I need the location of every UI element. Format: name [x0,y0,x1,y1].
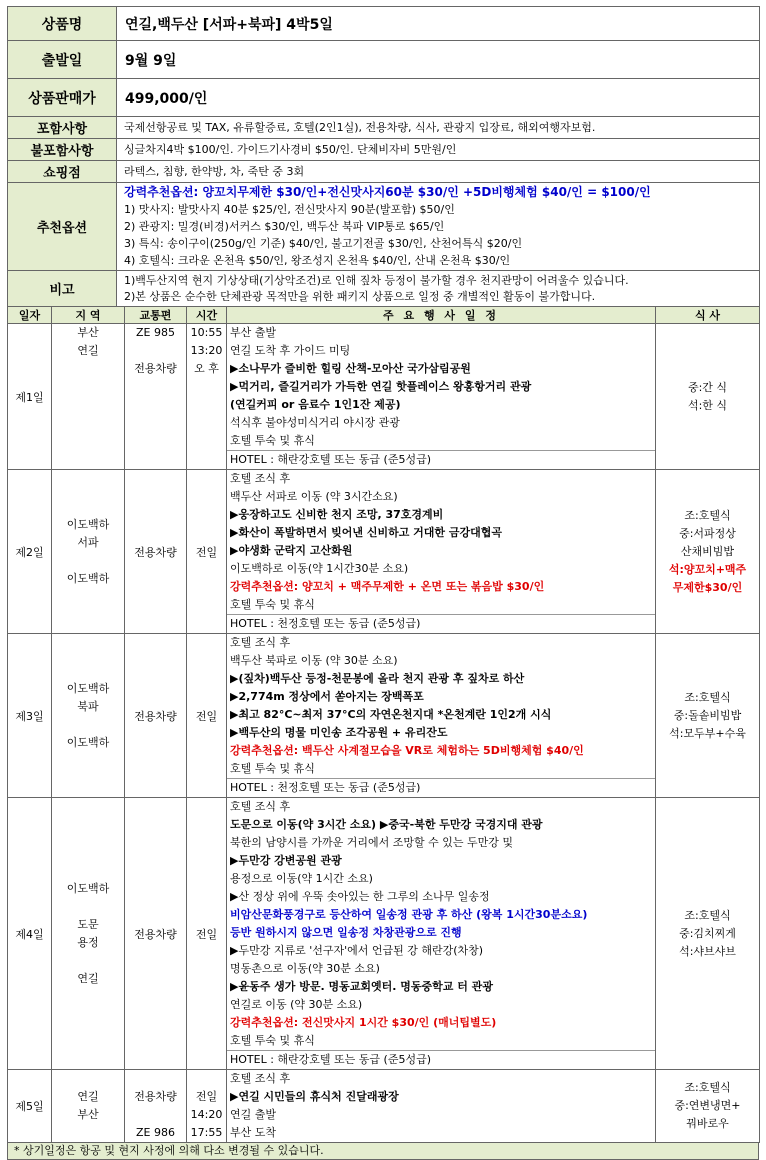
itinerary-line: 이도백하로 이동(약 1시간30분 소요) [230,562,409,575]
itinerary-line: 호텔 조식 후 [230,1072,291,1085]
itinerary-line: 부산 도착 [230,1126,277,1139]
meal-cell [656,798,760,1070]
time-cell [187,1070,227,1143]
excluded-value: 싱글차지4박 $100/인. 가이드기사경비 $50/인. 단체비자비 5만원/인 [117,139,760,161]
region-name: 용정 [77,935,99,949]
col-header-region: 지 역 [52,307,125,324]
transport-cell: 전용차량 [125,634,187,798]
itinerary-line: 백두산 서파로 이동 (약 3시간소요) [230,490,398,503]
schedule-row-day1 [8,324,760,470]
col-header-day: 일자 [8,307,52,324]
itinerary-line: 호텔 투숙 및 휴식 [230,762,315,775]
col-header-meal: 식 사 [656,307,760,324]
excluded-label: 불포함사항 [8,139,117,161]
meal-cell [656,634,760,798]
transport-cell [125,1070,187,1143]
itinerary-line: ▶야생화 군락지 고산화원 [230,544,353,557]
itinerary-line: ▶웅장하고도 신비한 천지 조망, 37호경계비 [230,508,444,521]
itinerary-line: ▶소나무가 즐비한 힐링 산책-모아산 국가삼림공원 [230,362,471,375]
itinerary-line: ▶2,774m 정상에서 쏟아지는 장백폭포 [230,690,424,703]
region-cell [52,1070,125,1143]
schedule-row-day4 [8,798,760,1070]
schedule-table [7,306,760,1143]
meal-item: 석:샤브샤브 [679,944,736,958]
region-name: 부산 [77,326,99,339]
itinerary-cell [227,324,656,470]
meal-item: 조:호텔식 [684,508,731,522]
region-cell [52,634,125,798]
region-name: 연길 [77,971,99,985]
time-cell [187,324,227,470]
region-name: 북파 [77,699,99,713]
hotel-line: HOTEL : 천정호텔 또는 동급 (준5성급) [227,778,655,797]
itinerary-line: 호텔 투숙 및 휴식 [230,1034,315,1047]
time-value: 14:20 [190,1108,223,1121]
option-line: 강력추천옵션: 백두산 사계절모습을 VR로 체험하는 5D비행체험 $40/인 [230,744,584,757]
meal-item: 석:양꼬치+맥주 [668,562,747,576]
col-header-itinerary: 주 요 행 사 일 정 [227,307,656,324]
meal-item: 중:서파정상 [679,526,736,540]
tour-itinerary-document [7,6,759,1160]
region-name [52,952,124,970]
time-value: 오 후 [194,362,219,375]
itinerary-line: 용정으로 이동(약 1시간 소요) [230,872,373,885]
region-name: 이도백하 [66,881,110,895]
options-label: 추천옵션 [8,183,117,271]
region-name: 부산 [77,1108,99,1121]
options-item: 4) 호텔식: 크라운 온천욕 $50/인, 왕조성지 온천욕 $40/인, 산내 온천욕 $30/인 [124,254,511,267]
itinerary-line: ▶두만강 지류로 '선구자'에서 언급된 강 해란강(차창) [230,944,484,957]
remarks-label: 비고 [8,271,117,307]
itinerary-line: 백두산 북파로 이동 (약 30분 소요) [230,654,398,667]
day-label: 제3일 [8,634,52,798]
meal-item: 조:호텔식 [684,690,731,704]
itinerary-line: 도문으로 이동(약 3시간 소요) ▶중국-북한 두만강 국경지대 관광 [230,818,543,831]
hotel-line: HOTEL : 해란강호텔 또는 동급 (준5성급) [227,450,655,469]
meal-cell [656,470,760,634]
schedule-row-day2 [8,470,760,634]
region-name: 이도백하 [66,681,110,695]
itinerary-line: ▶먹거리, 즐길거리가 가득한 연길 핫플레이스 왕홍항거리 관광 [230,380,532,393]
itinerary-line: 석식후 불야성미식거리 야시장 관광 [230,416,400,429]
meal-item: 꿔바로우 [686,1117,729,1130]
option-line: 강력추천옵션: 양꼬치 + 맥주무제한 + 온면 또는 볶음밥 $30/인 [230,580,545,593]
itinerary-cell [227,798,656,1070]
itinerary-line: (연길커피 or 음료수 1인1잔 제공) [230,398,401,411]
itinerary-line: 북한의 남양시를 가까운 거리에서 조망할 수 있는 두만강 및 [230,836,513,849]
day-label: 제2일 [8,470,52,634]
options-item: 3) 특식: 송이구이(250g/인 기준) $40/인, 불고기전골 $30/인, 산천어특식 $20/인 [124,237,523,250]
price-value: 499,000/인 [117,79,760,117]
itinerary-line: ▶산 정상 위에 우뚝 솟아있는 한 그루의 소나무 일송정 [230,890,490,903]
schedule-row-day5 [8,1070,760,1143]
product-info-table [7,6,760,307]
region-name: 도문 [77,917,99,931]
remark-item: 1)백두산지역 현지 기상상태(기상악조건)로 인해 짚차 등정이 불가할 경우 천지관망이 어려울수 있습니다. [124,273,629,287]
region-name: 이도백하 [66,735,110,749]
time-value: 17:55 [190,1126,223,1139]
region-name [52,552,124,570]
region-name: 서파 [77,535,99,549]
itinerary-line: 호텔 투숙 및 휴식 [230,598,315,611]
meal-item: 석:모두부+수육 [669,726,746,740]
itinerary-line: 연길로 이동 (약 30분 소요) [230,998,363,1011]
col-header-time: 시간 [187,307,227,324]
option-line: 강력추천옵션: 전신맛사지 1시간 $30/인 (매너팁별도) [230,1016,497,1029]
options-list [117,183,760,271]
region-cell [52,324,125,470]
day-label: 제1일 [8,324,52,470]
meal-cell [656,324,760,470]
meal-item: 산채비빔밥 [680,544,735,558]
departure-label: 출발일 [8,41,117,79]
itinerary-line: ▶백두산의 명물 미인송 조각공원 + 유리잔도 [230,726,448,739]
remarks-list [117,271,760,307]
flight-number: ZE 985 [136,326,175,339]
itinerary-line: 호텔 조식 후 [230,472,291,485]
itinerary-line: ▶연길 시민들의 휴식처 진달래광장 [230,1090,399,1103]
included-label: 포함사항 [8,117,117,139]
schedule-footnote: * 상기일정은 항공 및 현지 사정에 의해 다소 변경될 수 있습니다. [7,1142,759,1160]
region-name: 연길 [77,344,99,357]
departure-date: 9월 9일 [117,41,760,79]
col-header-transport: 교통편 [125,307,187,324]
transport-cell [125,324,187,470]
transport-item: 전용차량 [134,362,177,375]
itinerary-cell [227,1070,656,1143]
itinerary-line: ▶(짚차)백두산 등정-천문봉에 올라 천지 관광 후 짚차로 하산 [230,672,525,685]
itinerary-line: 연길 도착 후 가이드 미팅 [230,344,351,357]
region-cell [52,470,125,634]
itinerary-line: 연길 출발 [230,1108,277,1121]
options-item: 2) 관광지: 밀경(비경)서커스 $30/인, 백두산 북파 VIP통로 $65/인 [124,220,445,233]
region-cell [52,798,125,1070]
shopping-label: 쇼핑점 [8,161,117,183]
itinerary-line: 비암산문화풍경구로 등산하여 일송정 관광 후 하산 (왕복 1시간30분소요) [230,908,588,921]
region-name: 이도백하 [66,571,110,585]
meal-item: 중:돌솥비빔밥 [673,708,742,722]
region-name [52,716,124,734]
time-cell: 전일 [187,470,227,634]
transport-cell: 전용차량 [125,470,187,634]
meal-cell [656,1070,760,1143]
options-item: 1) 맛사지: 발맛사지 40분 $25/인, 전신맛사지 90분(발포함) $50/인 [124,203,455,216]
time-cell: 전일 [187,798,227,1070]
flight-number: ZE 986 [136,1126,175,1139]
itinerary-line: ▶윤동주 생가 방문. 명동교회옛터. 명동중학교 터 관광 [230,980,493,993]
hotel-line: HOTEL : 해란강호텔 또는 동급 (준5성급) [227,1050,655,1069]
itinerary-line: 호텔 투숙 및 휴식 [230,434,315,447]
transport-cell: 전용차량 [125,798,187,1070]
product-name-label: 상품명 [8,7,117,41]
itinerary-line: 부산 출발 [230,326,277,339]
itinerary-line: ▶최고 82°C~최저 37°C의 자연온천지대 *온천계란 1인2개 시식 [230,708,552,721]
itinerary-line: 등반 원하시지 않으면 일송정 차창관광으로 진행 [230,926,462,939]
itinerary-line: 명동촌으로 이동(약 30분 소요) [230,962,380,975]
itinerary-cell [227,470,656,634]
schedule-row-day3 [8,634,760,798]
meal-item: 중:연변냉면+ [674,1099,741,1112]
price-label: 상품판매가 [8,79,117,117]
product-name: 연길,백두산 [서파+북파] 4박5일 [117,7,760,41]
region-name: 이도백하 [66,517,110,531]
region-name: 연길 [77,1090,99,1103]
time-value: 13:20 [190,344,223,357]
meal-item: 무제한$30/인 [672,580,743,594]
hotel-line: HOTEL : 천정호텔 또는 동급 (준5성급) [227,614,655,633]
itinerary-line: 호텔 조식 후 [230,800,291,813]
time-cell: 전일 [187,634,227,798]
itinerary-line: ▶화산이 폭발하면서 빚어낸 신비하고 거대한 금강대협곡 [230,526,503,539]
day-label: 제5일 [8,1070,52,1143]
remark-item: 2)본 상품은 순수한 단체관광 목적만을 위한 패키지 상품으로 일정 중 개별적인 활동이 불가합니다. [124,289,596,303]
itinerary-cell [227,634,656,798]
meal-item: 조:호텔식 [684,1081,731,1094]
meal-item: 중:간 식 [687,380,728,394]
transport-item [125,342,186,360]
transport-item [125,1106,186,1124]
itinerary-line: ▶두만강 강변공원 관광 [230,854,342,867]
time-value: 10:55 [190,326,223,339]
meal-item: 석:한 식 [687,398,728,412]
time-value: 전일 [195,1090,218,1103]
itinerary-line: 호텔 조식 후 [230,636,291,649]
options-strong-recommend: 강력추천옵션: 양꼬치무제한 $30/인+전신맛사지60분 $30/인 +5D비행체험 $40/인 = $100/인 [124,185,651,199]
day-label: 제4일 [8,798,52,1070]
shopping-value: 라텍스, 침향, 한약방, 차, 죽탄 중 3회 [117,161,760,183]
meal-item: 조:호텔식 [684,908,731,922]
included-value: 국제선항공료 및 TAX, 유류할증료, 호텔(2인1실), 전용차량, 식사, 관광지 입장료, 해외여행자보험. [117,117,760,139]
transport-item: 전용차량 [134,1090,177,1103]
meal-item: 중:김치찌게 [679,926,736,940]
region-name [52,898,124,916]
